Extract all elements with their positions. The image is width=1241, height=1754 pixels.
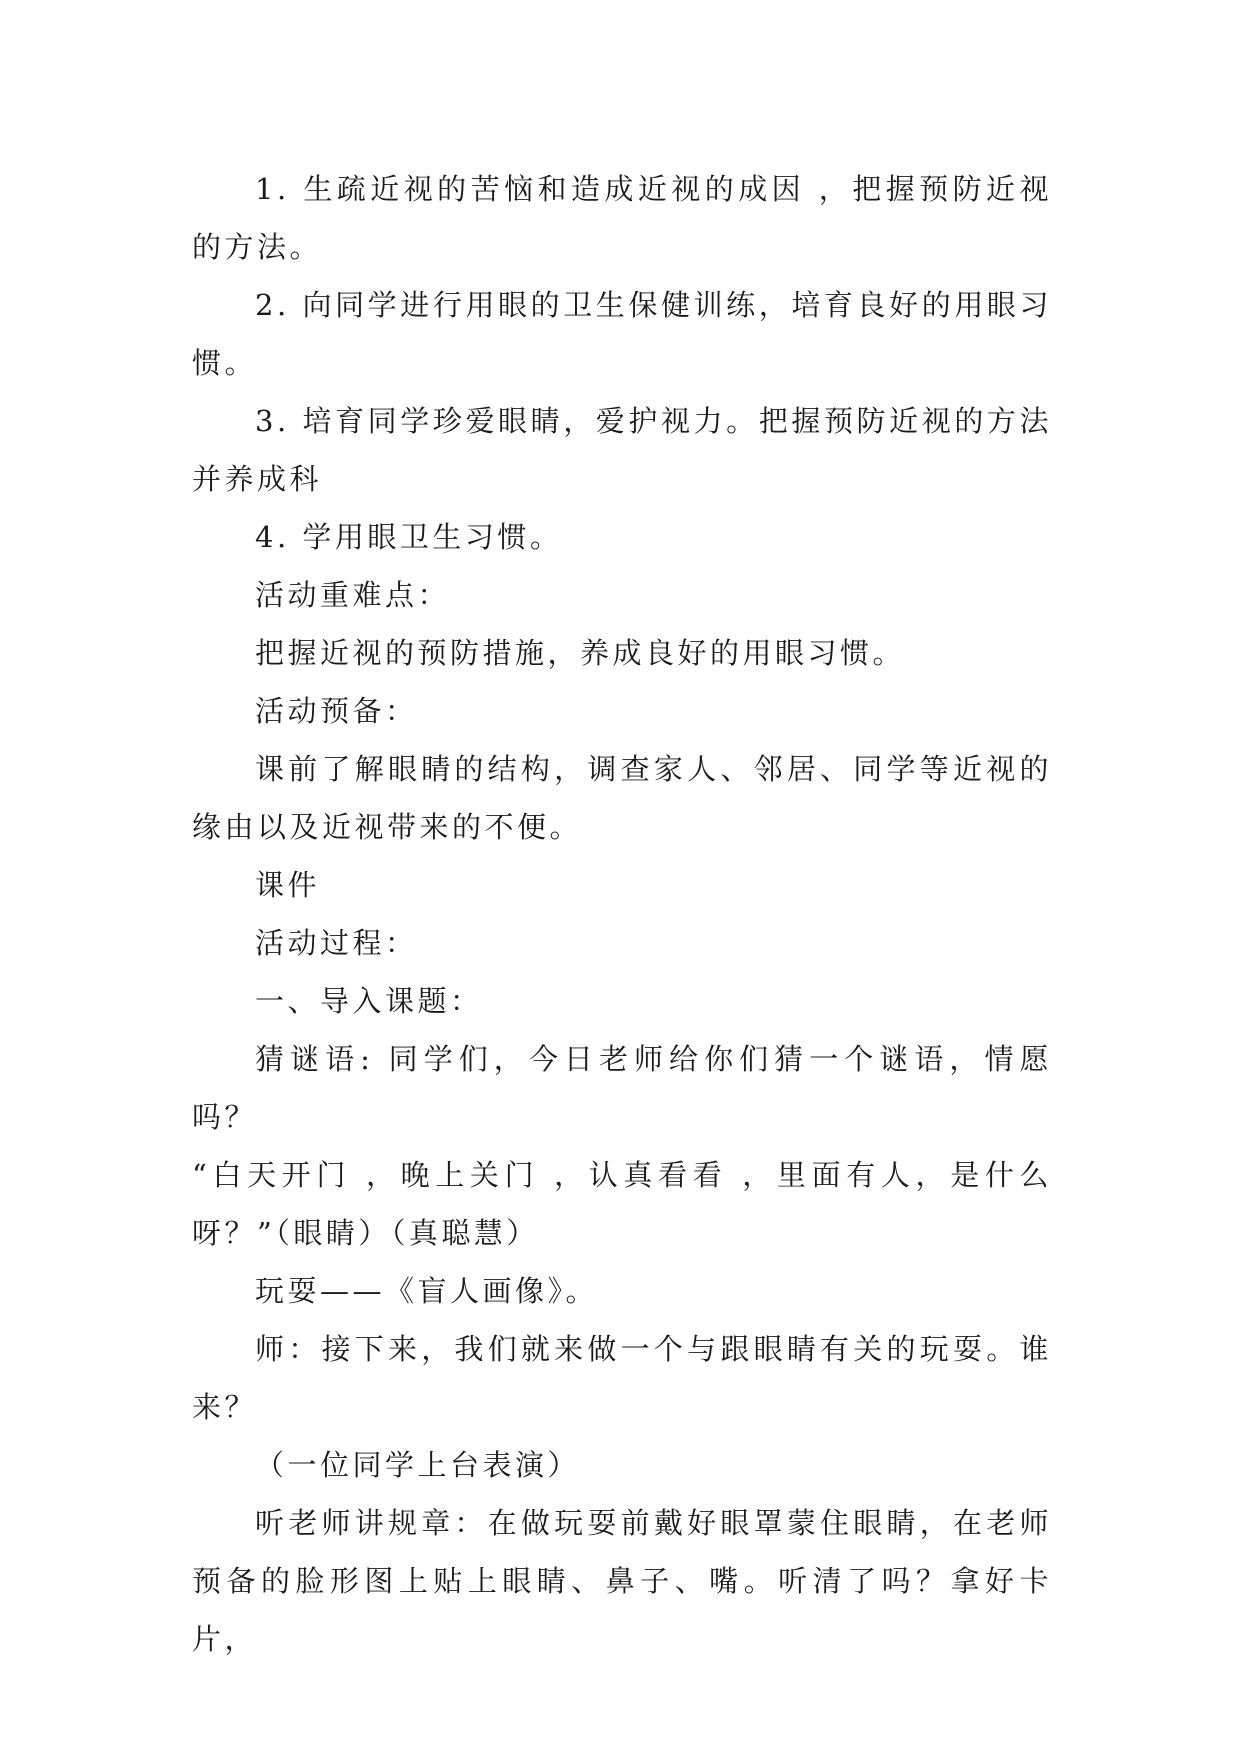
heading-process: 活动过程： [255, 926, 418, 960]
paragraph-preparation: 课前了解眼睛的结构，调查家人、邻居、同学等近视的缘由以及近视带来的不便。 [192, 752, 1052, 844]
paragraph-courseware: 课件 [255, 868, 321, 902]
paragraph-objective-3: 3. 培育同学珍爱眼睛，爱护视力。把握预防近视的方法并养成科 [192, 404, 1052, 496]
paragraph-riddle: 猜谜语: 同学们，今日老师给你们猜一个谜语，情愿吗？ [192, 1042, 1052, 1134]
paragraph-key-points: 把握近视的预防措施，养成良好的用眼习惯。 [255, 636, 906, 670]
paragraph-objective-2: 2. 向同学进行用眼的卫生保健训练，培育良好的用眼习惯。 [192, 288, 1052, 380]
paragraph-rules: 听老师讲规章：在做玩耍前戴好眼罩蒙住眼睛，在老师预备的脸形图上贴上眼睛、鼻子、嘴。听清了吗？拿好卡片， [192, 1506, 1052, 1656]
heading-intro: 一、导入课题： [255, 984, 483, 1018]
paragraph-teacher-line: 师：接下来，我们就来做一个与跟眼睛有关的玩耍。谁来？ [192, 1332, 1052, 1424]
heading-key-points: 活动重难点： [255, 578, 451, 612]
heading-preparation: 活动预备： [255, 694, 418, 728]
paragraph-game-title: 玩耍——《盲人画像》。 [255, 1274, 599, 1308]
paragraph-student-performs: （一位同学上台表演） [255, 1448, 581, 1482]
document-body [192, 160, 1052, 1668]
paragraph-riddle-text: “白天开门 ，晚上关门 ，认真看看 ，里面有人，是什么呀？”（眼睛）（真聪慧） [192, 1158, 1052, 1250]
paragraph-objective-1: 1. 生疏近视的苦恼和造成近视的成因 ，把握预防近视的方法。 [192, 172, 1052, 264]
paragraph-objective-4: 4. 学用眼卫生习惯。 [255, 520, 563, 554]
